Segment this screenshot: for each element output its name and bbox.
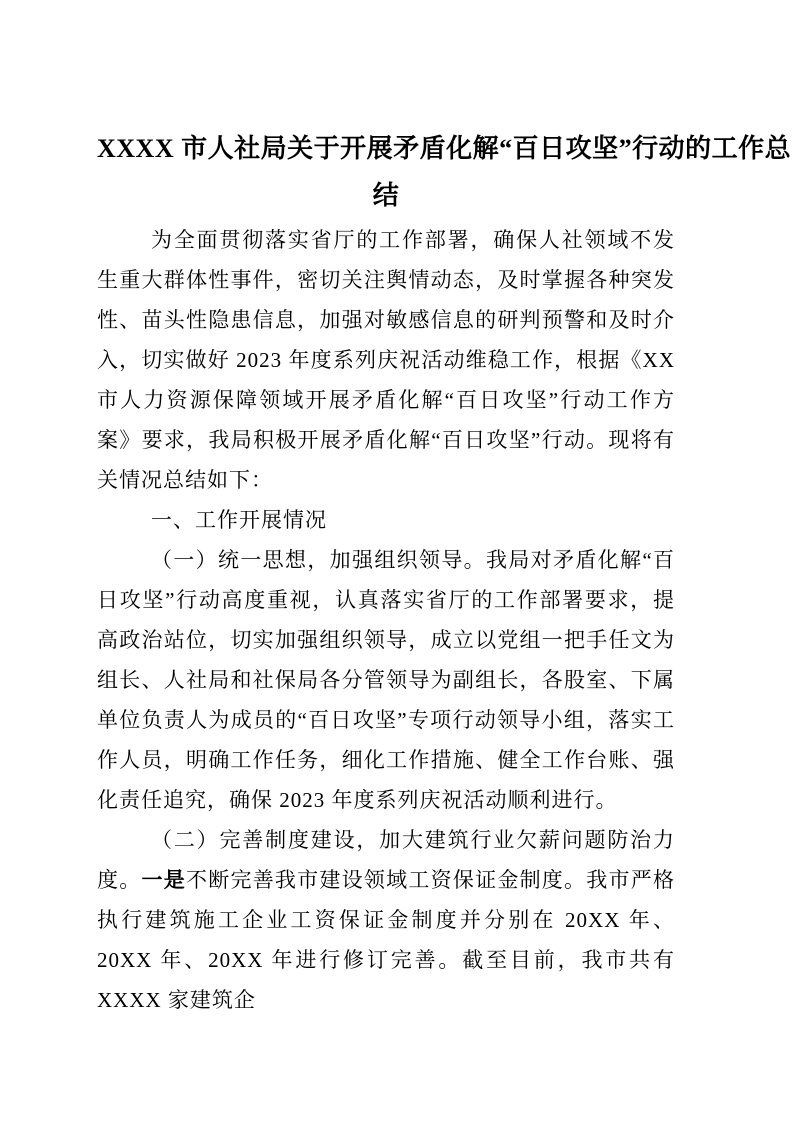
document-title-line-1: XXXX 市人社局关于开展矛盾化解“百日攻坚”行动的工作总	[97, 134, 792, 163]
paragraph-intro: 为全面贯彻落实省厅的工作部署，确保人社领域不发生重大群体性事件，密切关注舆情动态，及时掌握各种突发性、苗头性隐患信息，加强对敏感信息的研判预警和及时介入，切实做好 2023 年度系列庆祝活动维稳工作，根据《XX 市人力资源保障领域开展矛盾化解“百日攻坚”行动工作方案》要求，我局积极开展矛盾化解“百日攻坚”行动。现将有关情况总结如下：	[97, 228, 675, 492]
document-title	[97, 125, 792, 219]
document-title-line-2: 结	[372, 181, 400, 210]
section-heading-work-progress: 一、工作开展情况	[151, 508, 327, 532]
paragraph-section-2-improve-system	[97, 820, 675, 1020]
paragraph-section-1-unify-thinking: （一）统一思想，加强组织领导。我局对矛盾化解“百日攻坚”行动高度重视，认真落实省厅的工作部署要求，提高政治站位，切实加强组织领导，成立以党组一把手任文为组长、人社局和社保局各分管领导为副组长，各股室、下属单位负责人为成员的“百日攻坚”专项行动领导小组，落实工作人员，明确工作任务，细化工作措施、健全工作台账、强化责任追究，确保 2023 年度系列庆祝活动顺利进行。	[97, 548, 675, 812]
paragraph-segment-lead: （二）完善制度建设，加大建筑行业欠薪问题防治力度。	[97, 828, 675, 892]
paragraph-segment-bold-first: 一是	[141, 868, 186, 892]
paragraph-segment-rest: 不断完善我市建设领域工资保证金制度。我市严格执行建筑施工企业工资保证金制度并分别在 20XX 年、20XX 年、20XX 年进行修订完善。截至目前，我市共有 XXXX 家建筑企	[97, 868, 676, 1012]
